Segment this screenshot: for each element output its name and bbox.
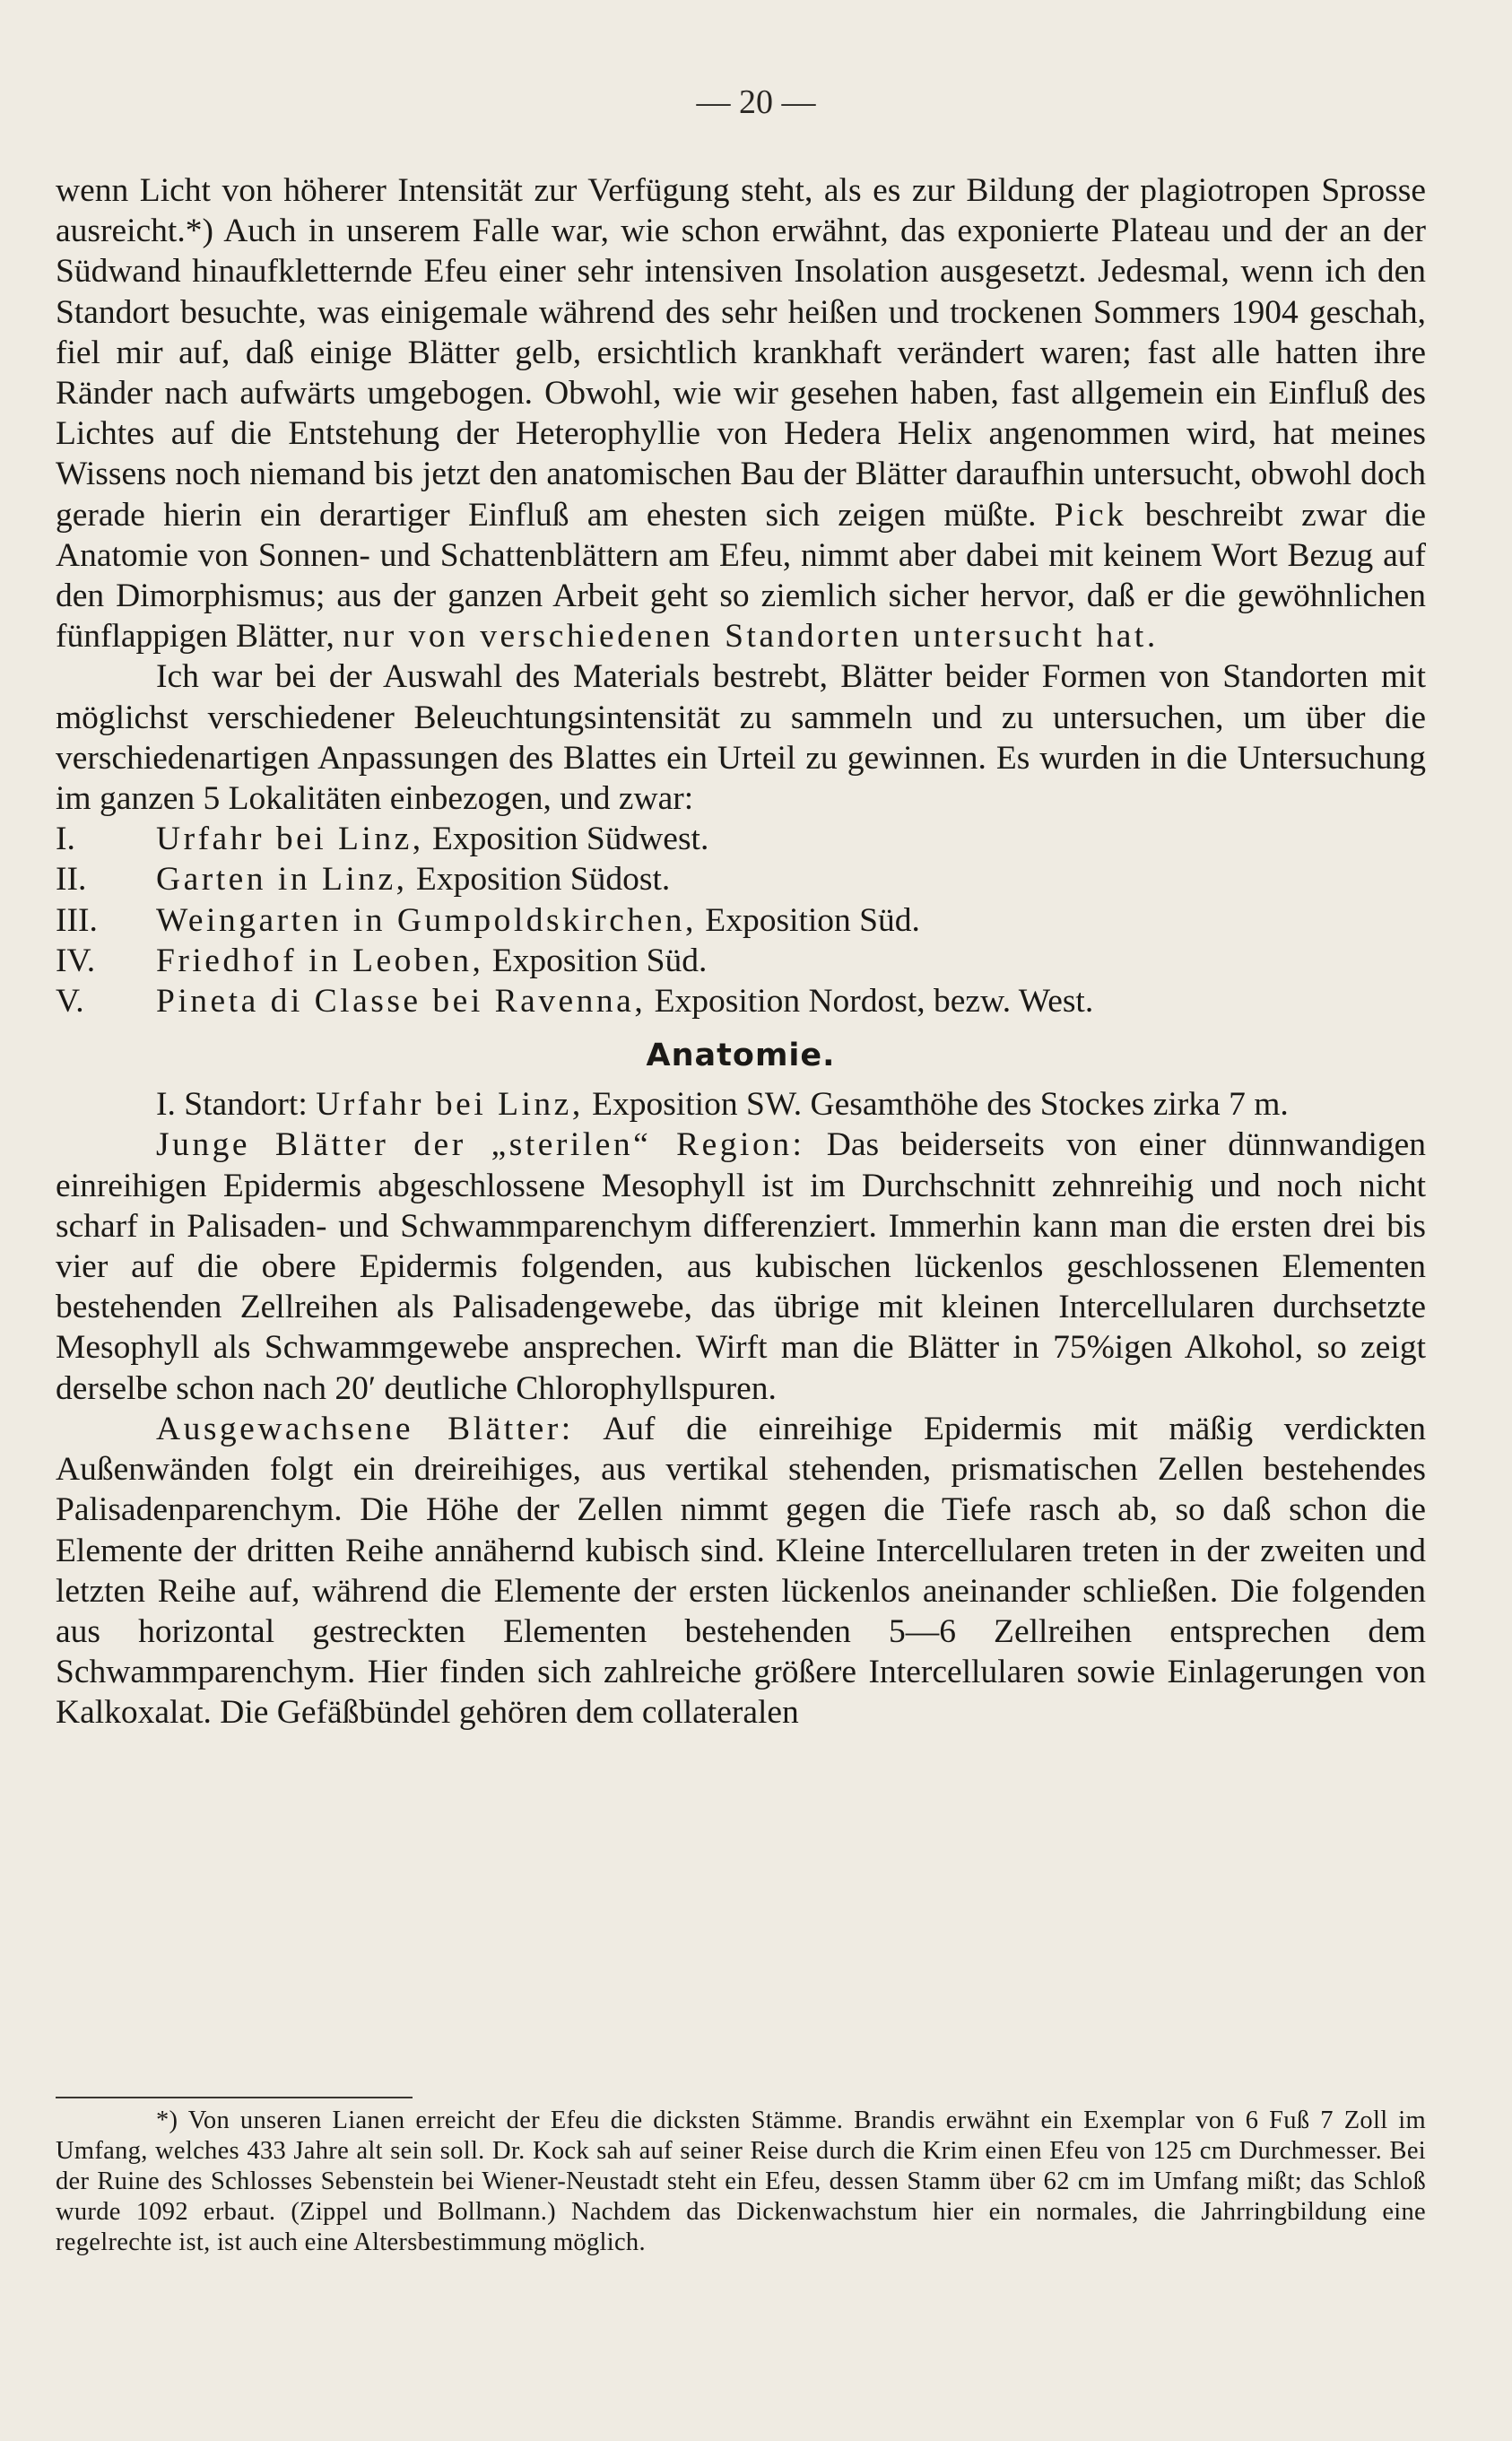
- footnote-text: *) Von unseren Lianen erreicht der Efeu die dicksten Stämme. Brandis erwähnt ein Exemplar von 6 Fuß 7 Zoll im Umfang, welches 433 Jahre alt sein soll. Dr. Kock sah auf seiner Reise durch die Krim einen Efeu von 125 cm Durchmesser. Bei der Ruine des Schlosses Sebenstein bei Wiener-Neustadt steht ein Efeu, dessen Stamm über 62 cm im Umfang mißt; das Schloß wurde 1092 erbaut. (Zippel und Bollmann.) Nachdem das Dickenwachstum hier ein normales, die Jahrringbildung eine regelrechte ist, ist auch eine Altersbestimmung möglich.: [56, 2107, 1426, 2256]
- footnote: [56, 2106, 1426, 2258]
- standort-label: I. Standort:: [156, 1086, 308, 1124]
- paragraph-material-selection: Ich war bei der Auswahl des Materials bestrebt, Blätter beider Formen von Standorten mit möglichst verschiedener Beleuchtungsintensität zu sammeln und zu untersuchen, um über die verschiedenartigen Anpassungen des Blattes ein Urteil zu gewinnen. Es wurden in die Untersuchung im ganzen 5 Lokalitäten einbezogen, und zwar:: [56, 658, 1426, 818]
- list-number: II.: [56, 861, 87, 899]
- list-item: [56, 900, 1426, 941]
- footnote-divider: [56, 2097, 413, 2098]
- section-heading: Anatomie.: [646, 1038, 836, 1074]
- paragraph-young-leaves: [56, 1125, 1426, 1408]
- young-leaves-text: Das beiderseits von einer dünnwandigen einreihigen Epidermis abgeschlossene Mesophyll ist im Durchschnitt zehnreihig und noch nicht scharf in Palisaden- und Schwammparenchym differenziert. Immerhin kann man die ersten drei bis vier auf die obere Epidermis folgenden, aus kubischen lückenlos geschlossenen Elementen bestehenden Zellreihen als Palisadengewebe, das übrige mit kleinen Intercellularen durchsetzte Mesophyll als Schwammgewebe ansprechen. Wirft man die Blätter in 75%igen Alkohol, so zeigt derselbe schon nach 20′ deutliche Chlorophyllspuren.: [56, 1126, 1427, 1407]
- adult-leaves-text: Auf die einreihige Epidermis mit mäßig verdickten Außenwänden folgt ein dreireihiges, aus vertikal stehenden, prismatischen Zellen bestehendes Palisadenparenchym. Die Höhe der Zellen nimmt gegen die Tiefe rasch ab, so daß schon die Elemente der dritten Reihe annähernd kubisch sind. Kleine Intercellularen treten in der zweiten und letzten Reihe auf, während die Elemente der ersten lückenlos aneinander schließen. Die folgenden aus horizontal gestreckten Elementen bestehenden 5—6 Zellreihen entsprechen dem Schwammparenchym. Hier finden sich zahlreiche größere Intercellularen sowie Einlagerungen von Kalkoxalat. Die Gefäßbündel gehören dem collateralen: [56, 1410, 1426, 1732]
- locality-place: Garten in Linz,: [156, 861, 408, 899]
- list-item: [56, 941, 1426, 981]
- locality-exposition: Exposition Südwest.: [431, 821, 709, 858]
- locality-exposition: Exposition Nordost, bezw. West.: [654, 983, 1094, 1021]
- adult-leaves-label: Ausgewachsene Blätter:: [156, 1410, 574, 1447]
- paragraph-adult-leaves: [56, 1409, 1426, 1733]
- locality-place: Weingarten in Gumpoldskirchen,: [156, 901, 697, 939]
- locality-list: [56, 819, 1426, 1021]
- list-item: [56, 819, 1426, 859]
- young-leaves-label: Junge Blätter der „sterilen“ Region:: [156, 1126, 805, 1164]
- author-name: Pick: [1054, 496, 1127, 534]
- locality-exposition: Exposition Süd.: [491, 942, 708, 979]
- locality-place: Friedhof in Leoben,: [156, 942, 484, 979]
- list-number: IV.: [56, 942, 96, 979]
- list-number: V.: [56, 983, 84, 1021]
- paragraph-light-insolation: [56, 170, 1426, 656]
- standort-place: Urfahr bei Linz,: [316, 1086, 584, 1124]
- list-number: III.: [56, 901, 98, 939]
- paragraph-standort: [56, 1084, 1426, 1125]
- paragraph-text: beschreibt zwar die Anatomie von Sonnen- und Schattenblättern am Efeu, nimmt aber dabei mit keinem Wort Bezug auf den Dimorphismus; aus der ganzen Arbeit geht so ziemlich sicher hervor, daß er die gewöhnlichen fünflappigen Blätter,: [56, 496, 1427, 656]
- paragraph-text: wenn Licht von höherer Intensität zur Verfügung steht, als es zur Bildung der plagiotropen Sprosse ausreicht.*) Auch in unserem Falle war, wie schon erwähnt, das exponierte Plateau und der an der Südwand hinaufkletternde Efeu einer sehr intensiven Insolation ausgesetzt. Jedesmal, wenn ich den Standort besuchte, was einigemale während des sehr heißen und trockenen Sommers 1904 geschah, fiel mir auf, daß einige Blätter gelb, ersichtlich krankhaft verändert waren; fast alle hatten ihre Ränder nach aufwärts umgebogen. Obwohl, wie wir gesehen haben, fast allgemein ein Einfluß des Lichtes auf die Entstehung der Heterophyllie von Hedera Helix angenommen wird, hat meines Wissens noch niemand bis jetzt den anatomischen Bau der Blätter daraufhin untersucht, obwohl doch gerade hierin ein derartiger Einfluß am ehesten sich zeigen müßte.: [56, 172, 1426, 534]
- locality-place: Pineta di Classe bei Ravenna,: [156, 983, 647, 1021]
- list-item: [56, 981, 1426, 1021]
- page-number: — 20 —: [696, 83, 816, 121]
- main-text: [56, 170, 1426, 1733]
- locality-exposition: Exposition Süd.: [705, 901, 920, 939]
- list-number: I.: [56, 821, 75, 858]
- spaced-emphasis: nur von verschiedenen Standorten untersucht hat.: [343, 618, 1159, 656]
- standort-details: Exposition SW. Gesamthöhe des Stockes zirka 7 m.: [592, 1086, 1289, 1124]
- locality-place: Urfahr bei Linz,: [156, 821, 424, 858]
- locality-exposition: Exposition Südost.: [415, 861, 671, 899]
- list-item: [56, 859, 1426, 899]
